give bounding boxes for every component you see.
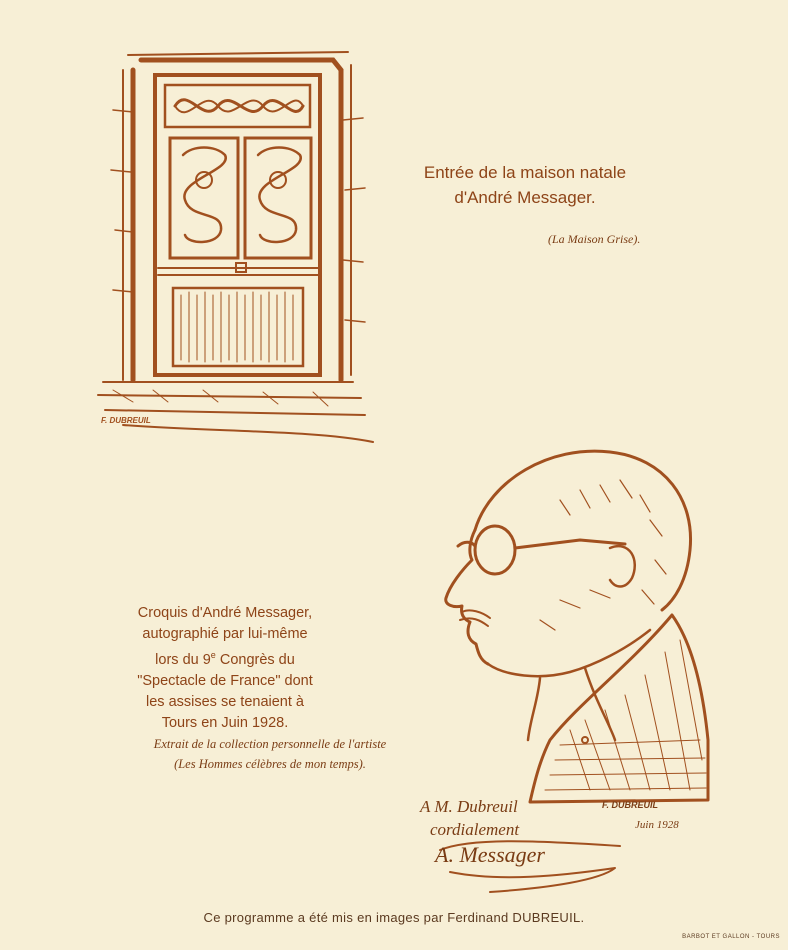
door-caption-line1: Entrée de la maison natale — [423, 163, 627, 182]
portrait-caption-line: "Spectacle de France" dont — [137, 672, 313, 689]
portrait-artist-signature: F. DUBREUIL — [602, 800, 658, 810]
portrait-caption-line: Tours en Juin 1928. — [161, 714, 289, 731]
printer-mark: BARBOT ET GALLON - TOURS — [682, 934, 780, 940]
portrait-credit — [120, 734, 420, 774]
dedication-line2: cordialement — [430, 820, 520, 839]
portrait-credit-line2: (Les Hommes célèbres de mon temps). — [174, 757, 366, 771]
door-sketch — [93, 30, 378, 448]
portrait-credit-line1: Extrait de la collection personnelle de l'artiste — [153, 737, 387, 751]
portrait-date: Juin 1928 — [635, 819, 679, 831]
portrait-caption-line: Croquis d'André Messager, — [137, 605, 313, 621]
portrait-caption-line: les assises se tenaient à — [146, 693, 304, 710]
portrait-caption-line: lors du 9e Congrès du — [155, 650, 295, 668]
door-caption — [390, 160, 660, 210]
dedication-line1: A M. Dubreuil — [420, 797, 518, 816]
door-artist-signature: F. DUBREUIL — [101, 416, 151, 425]
autograph: A. Messager — [435, 842, 545, 867]
door-caption-sub: (La Maison Grise). — [548, 232, 641, 246]
portrait-caption-line: autographié par lui-même — [142, 626, 308, 642]
door-caption-line2: d'André Messager. — [454, 188, 596, 207]
portrait-sketch — [410, 440, 720, 910]
footer-credit: Ce programme a été mis en images par Ferdinand DUBREUIL. — [203, 910, 585, 925]
portrait-caption — [118, 603, 332, 734]
